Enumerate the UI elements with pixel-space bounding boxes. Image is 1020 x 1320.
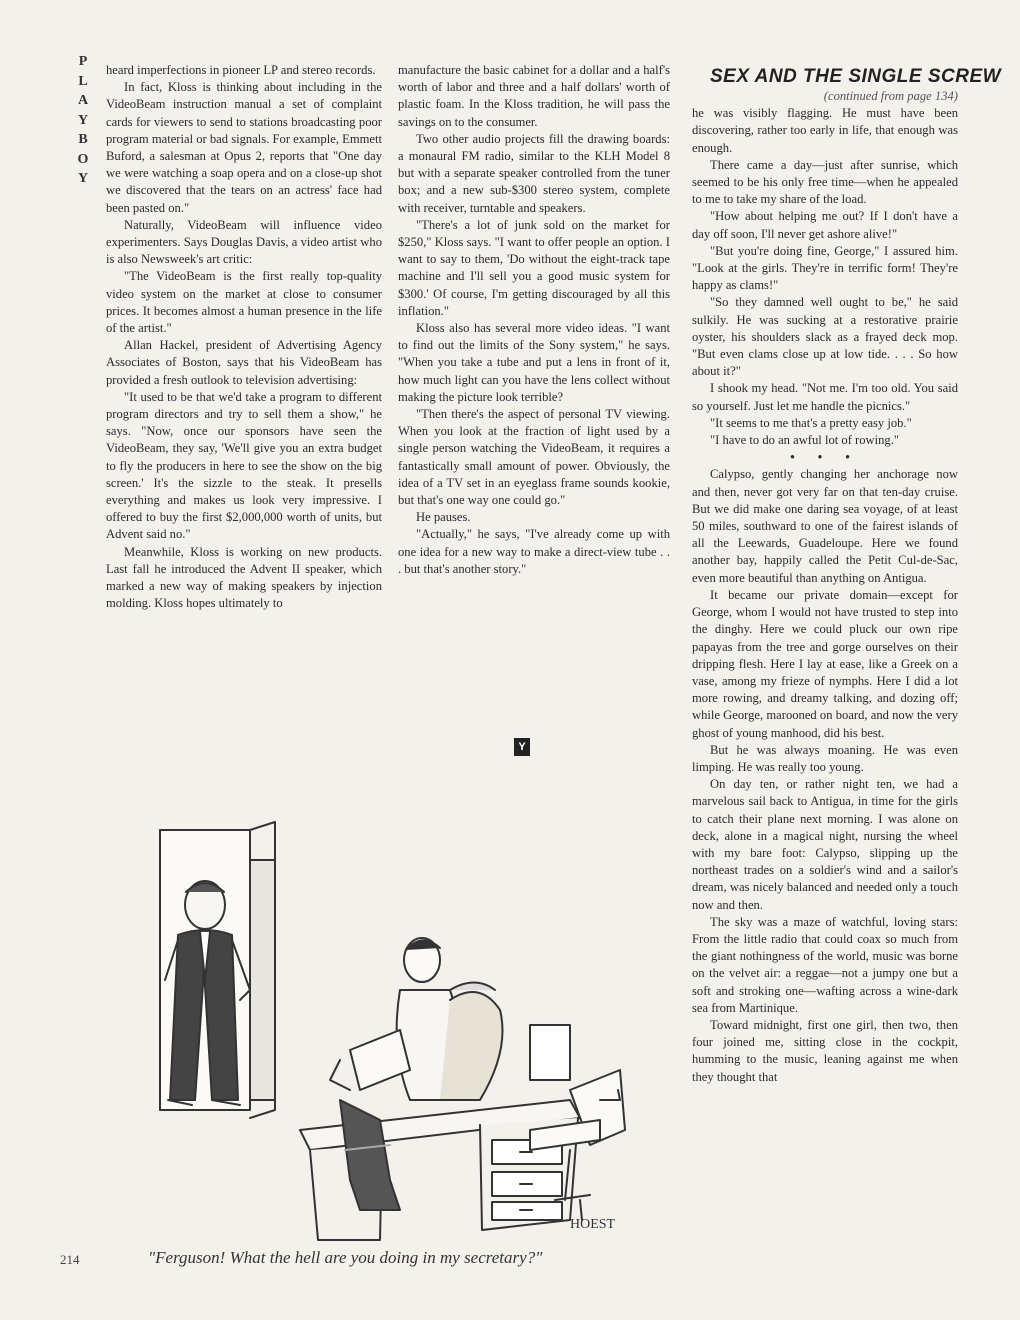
cartoon-illustration <box>100 800 660 1250</box>
paragraph: Kloss also has several more video ideas. "I want to find out the limits of the Sony system," he says. "When you take a tube and put a lens in front of it, how much light can you have the lens collect without making the picture look terrible? <box>398 321 670 404</box>
article-column-1 <box>106 62 382 613</box>
paragraph: "It used to be that we'd take a program to different program directors and try to sell them a show," he says. "Now, once our sponsors have seen the VideoBeam, they say, 'We'll give you an extra budget to fly the producers in here to see the show on the big screen.' It's the sizzle to the steak. It presells everything and makes us look very impressive. I offered to buy the first $2,000,000 worth of units, but Advent said no." <box>106 389 382 542</box>
magazine-letter: B <box>78 132 88 147</box>
continued-note: (continued from page 134) <box>823 89 958 103</box>
magazine-letter: Y <box>77 112 89 128</box>
paragraph: He pauses. <box>416 510 471 525</box>
magazine-letter: Y <box>77 171 89 186</box>
paragraph: "It seems to me that's a pretty easy job." <box>710 415 912 430</box>
section-separator: • • • <box>790 450 860 465</box>
paragraph: On day ten, or rather night ten, we had a marvelous sail back to Antigua, in time for the girls to catch their plane next morning. I was alone on deck, alone in a magical night, nursing the wheel with my bare foot: Calypso, slipping up the northeast trades on a soldier's wind and a sailor's dream, was nicely balanced and needed only a touch now and then. <box>692 777 958 912</box>
paragraph: "How about helping me out? If I don't have a day off soon, I'll never get ashore alive!" <box>692 209 958 241</box>
page-number: 214 <box>60 1252 80 1267</box>
magazine-letter: A <box>77 93 89 108</box>
paragraph: In fact, Kloss is thinking about including in the VideoBeam instruction manual a set of complaint cards for viewers to send to stations broadcasting poor program material or bad signals. For example, Emmett Buford, a salesman at Opus 2, reports that "One day we were watching a soap opera and on a close-up shot we discovered that the tears on an actress' face had been pasted on." <box>106 80 382 215</box>
magazine-letter: P <box>78 54 88 69</box>
cartoonist-signature: HOEST <box>570 1217 616 1232</box>
magazine-letter: L <box>78 73 88 89</box>
paragraph: There came a day—just after sunrise, which seemed to be his only free time—when he appealed to me to take my share of the load. <box>692 157 958 207</box>
paragraph: "Then there's the aspect of personal TV viewing. When you look at the fraction of light used by a single person watching the VideoBeam, it requires a fantastically small amount of power. Obviously, the idea of a TV set in an eyeglass frame sounds kookie, but that's one way one could go." <box>398 407 670 508</box>
paragraph: "But you're doing fine, George," I assured him. "Look at the girls. They're in terrific form! They're happy as clams!" <box>692 243 958 293</box>
paragraph: But he was always moaning. He was even limping. He was really too young. <box>692 742 958 774</box>
paragraph: Calypso, gently changing her anchorage now and then, never got very far on that ten-day cruise. But we did make one daring sea voyage, of at least 50 miles, southward to one of the fairest islands of all the Leewards, Guadeloupe. Here we found another bay, happily called the Petit Cul-de-Sac, even more beautiful than anything on Antigua. <box>692 467 958 585</box>
magazine-name-vertical <box>70 52 96 189</box>
paragraph: "The VideoBeam is the first really top-quality video system on the market at close to consumer prices. It becomes almost a human presence in the life of the artist." <box>106 269 382 336</box>
paragraph: "I have to do an awful lot of rowing." <box>710 433 899 448</box>
cartoon-caption: "Ferguson! What the hell are you doing in my secretary?" <box>148 1248 543 1267</box>
picture-frame <box>530 1025 570 1080</box>
paragraph: Allan Hackel, president of Advertising Agency Associates of Boston, says that his VideoBeam has provided a fresh outlook to television advertising: <box>106 338 382 387</box>
paragraph: "Actually," he says, "I've already come up with one idea for a new way to make a direct-view tube . . . but that's another story." <box>398 527 670 576</box>
couple-figures <box>330 938 503 1210</box>
paragraph: manufacture the basic cabinet for a dollar and a half's worth of labor and three and a half dollars' worth of plastic foam. In the Kloss tradition, he will pass the savings on to the consumer. <box>398 63 670 129</box>
paragraph: Meanwhile, Kloss is working on new products. Last fall he introduced the Advent II speaker, which marked a new way of making speakers by injection molding. Kloss hopes ultimately to <box>106 544 382 611</box>
paragraph: heard imperfections in pioneer LP and stereo records. <box>106 63 376 77</box>
paragraph: The sky was a maze of watchful, loving stars: From the little radio that could coax so much from the giant nothingness of the world, music was borne on the velvet air: a reggae—not a jumpy one but a soft and stroking one—wafting across a wine-dark sea from Martinique. <box>692 914 958 1015</box>
paragraph: he was visibly flagging. He must have been discovering, rather too early in life, that enough was enough. <box>692 106 958 155</box>
article-column-3 <box>692 66 1002 1086</box>
magazine-letter: O <box>77 151 89 167</box>
paragraph: "There's a lot of junk sold on the market for $250," Kloss says. "I want to offer people an option. I want to say to them, 'Do without the eight-track tape machine and I'll sell you a good music system for $300.' Of course, I'm getting discouraged by all this inflation." <box>398 217 670 318</box>
paragraph: "So they damned well ought to be," he said sulkily. He was sucking at a restorative prairie oyster, his shoulders slack as a frayed deck mop. "But even clams close up at low tide. . . . So how about it?" <box>692 295 958 379</box>
paragraph: Toward midnight, first one girl, then two, then four joined me, sitting close in the cockpit, humming to the music, leaning against me when they thought that <box>692 1017 958 1084</box>
paragraph: Two other audio projects fill the drawing boards: a monaural FM radio, similar to the KLH Model 8 but with a separate speaker controlled from the tuner box; and a new sub-$300 stereo system, complete with receiver, turntable and speakers. <box>398 131 670 215</box>
paragraph: It became our private domain—except for George, whom I would not have trusted to step into the dinghy. Here we could pluck our own ripe papayas from the tree and gorge ourselves on their dripping flesh. Here I lay at ease, like a Greek on a vase, among my frieze of nymphs. Here I did a lot more rowing, and dreamy talking, and dozing off; while George, marooned on board, and now the very ghost of young manhood, did his best. <box>692 587 958 740</box>
paragraph: Naturally, VideoBeam will influence video experimenters. Says Douglas Davis, a video artist who is also Newsweek's art critic: <box>106 217 382 267</box>
article-headline: SEX AND THE SINGLE SCREW <box>710 66 1002 87</box>
paragraph: I shook my head. "Not me. I'm too old. You said so yourself. Just let me handle the picnics." <box>692 381 958 413</box>
article-column-2 <box>398 62 670 578</box>
end-of-article-mark: Y <box>514 738 530 756</box>
